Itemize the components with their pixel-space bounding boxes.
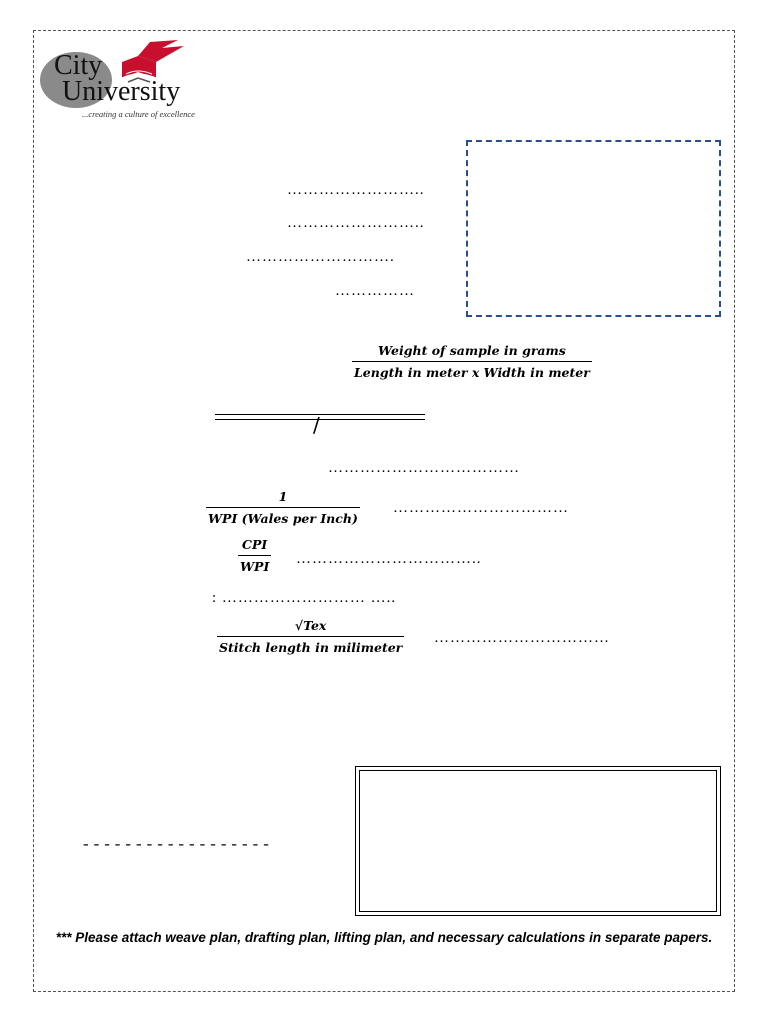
field-dots-4: ……………: [335, 283, 415, 299]
wales-numerator: 1: [278, 489, 288, 504]
remarks-box: [355, 766, 721, 916]
slash-mark: /: [313, 413, 320, 437]
field-dots-3: ……………………….: [246, 249, 395, 265]
wales-denominator: WPI (Wales per Inch): [206, 507, 360, 526]
field-dots-2: ……………………..: [287, 215, 425, 231]
cpi-wpi-formula: [238, 537, 271, 574]
wales-formula: [206, 489, 360, 526]
logo-line-university: University: [62, 76, 181, 107]
remarks-box-inner: [359, 770, 717, 912]
wpi-denominator: WPI: [238, 555, 271, 574]
logo-tagline: ...creating a culture of excellence: [82, 109, 195, 119]
university-logo: [38, 38, 218, 123]
double-line: [215, 414, 425, 420]
field-dots-1: ……………………..: [287, 182, 425, 198]
tightness-formula: [217, 618, 404, 655]
gsm-formula: [352, 343, 592, 380]
attachment-note: *** Please attach weave plan, drafting plan, lifting plan, and necessary calculations in separate papers.: [55, 930, 713, 945]
wales-dots: ……………………………: [393, 500, 569, 516]
tightness-dots: ……………………………: [434, 630, 610, 646]
logo-line-city: City: [54, 50, 103, 81]
signature-dash-line: ------------------: [81, 836, 272, 854]
field-dots-5: ………………………………: [328, 460, 520, 476]
cpi-numerator: CPI: [242, 537, 268, 552]
tightness-denominator: Stitch length in milimeter: [217, 636, 404, 655]
gsm-numerator: Weight of sample in grams: [378, 343, 566, 358]
tightness-numerator: √Tex: [294, 618, 327, 633]
gsm-denominator: Length in meter x Width in meter: [352, 361, 592, 380]
colon-dots-line: : ……………………… …..: [212, 590, 397, 606]
photo-box: [466, 140, 721, 317]
ratio-dots: ……………………………..: [296, 551, 482, 567]
